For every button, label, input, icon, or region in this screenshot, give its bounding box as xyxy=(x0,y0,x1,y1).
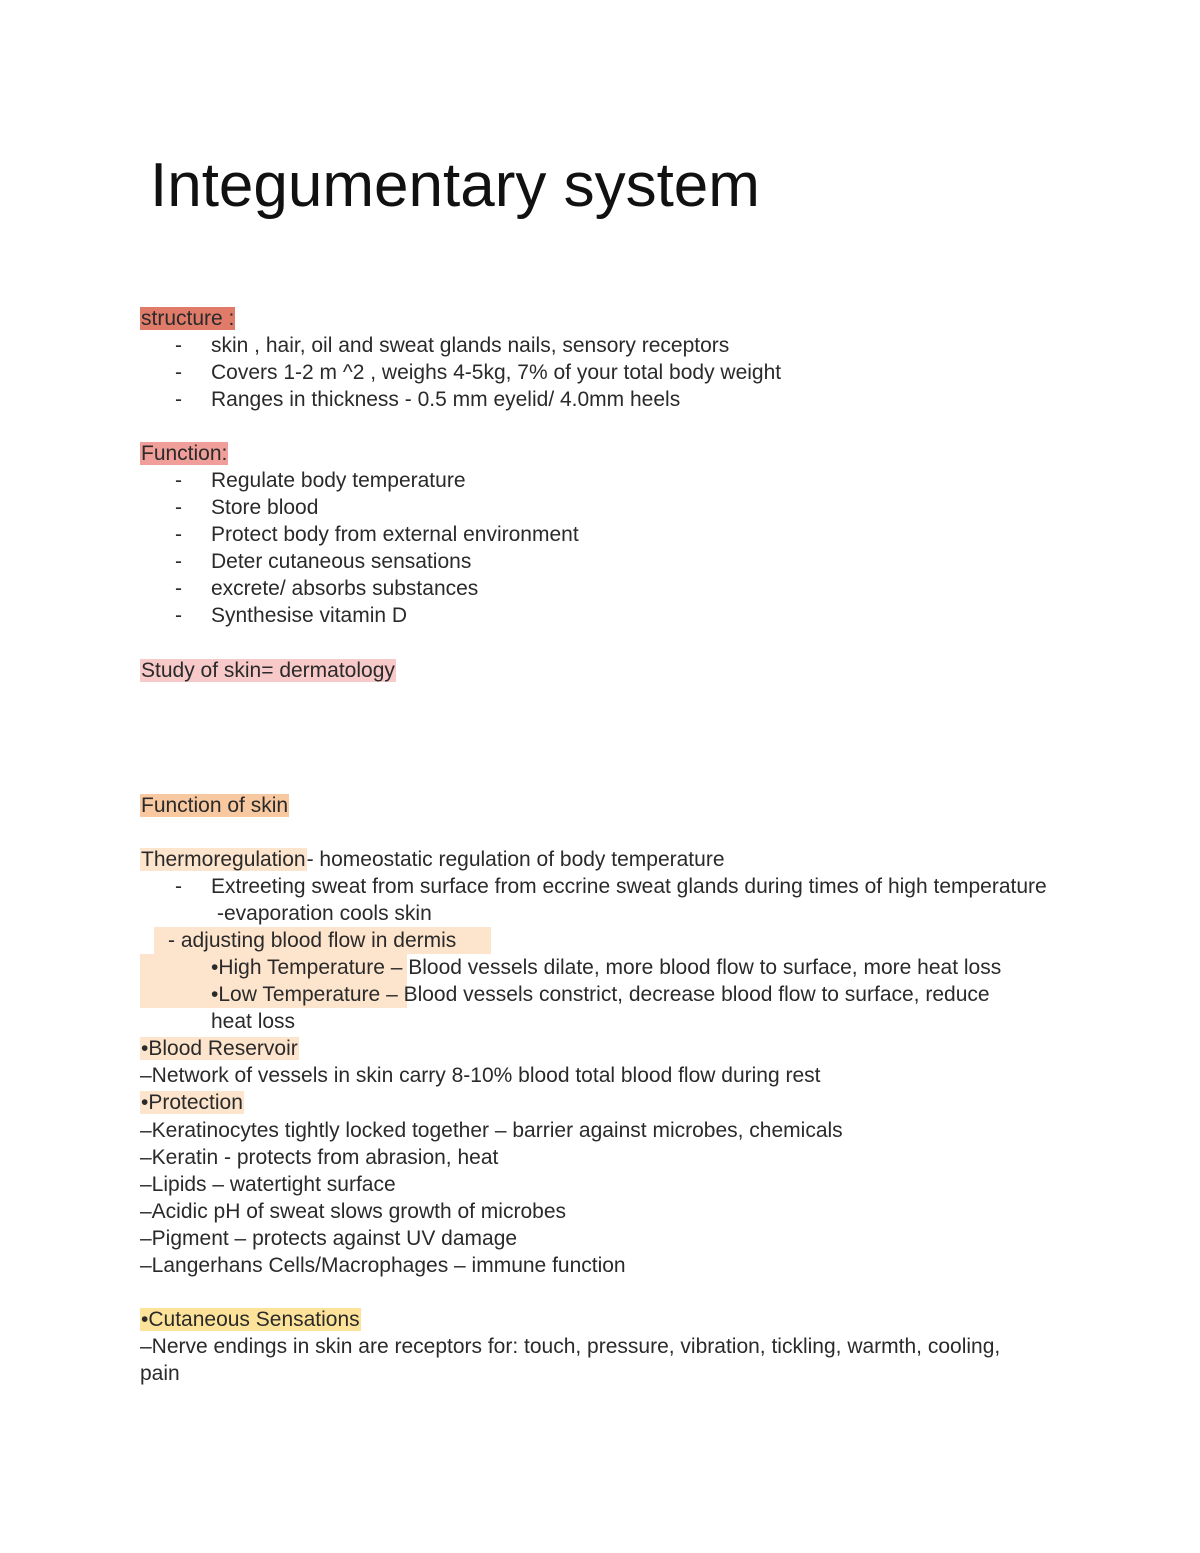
protection-item: –Keratinocytes tightly locked together – barrier against microbes, chemicals xyxy=(140,1119,843,1142)
function-highlight: Function: xyxy=(141,442,228,465)
high-temperature-desc: – Blood vessels dilate, more blood flow to surface, more heat loss xyxy=(384,956,1002,979)
structure-item: skin , hair, oil and sweat glands nails, sensory receptors xyxy=(211,334,730,357)
protection-heading xyxy=(140,1089,244,1116)
structure-item: Covers 1-2 m ^2 , weighs 4-5kg, 7% of your total body weight xyxy=(211,361,782,384)
function-item: excrete/ absorbs substances xyxy=(211,577,479,600)
evaporation-line: -evaporation cools skin xyxy=(217,902,432,925)
function-item: Protect body from external environment xyxy=(211,523,579,546)
cutaneous-desc-2: pain xyxy=(140,1362,180,1385)
cutaneous-desc: –Nerve endings in skin are receptors for: touch, pressure, vibration, tickling, warmth, cooling, xyxy=(140,1335,1001,1358)
function-of-skin-highlight: Function of skin xyxy=(141,794,289,817)
low-temperature-line-2: heat loss xyxy=(211,1010,296,1033)
blood-reservoir-heading xyxy=(140,1035,299,1062)
dermatology-line xyxy=(140,657,396,684)
blood-reservoir-desc: –Network of vessels in skin carry 8-10% blood total blood flow during rest xyxy=(140,1064,821,1087)
thermoregulation-line xyxy=(140,846,725,873)
structure-item: Ranges in thickness - 0.5 mm eyelid/ 4.0mm heels xyxy=(211,388,681,411)
protection-item: –Langerhans Cells/Macrophages – immune function xyxy=(140,1254,626,1277)
high-temperature-line xyxy=(211,954,1001,981)
thermoregulation-term: Thermoregulation xyxy=(141,848,306,871)
bullet-dash: - xyxy=(175,523,182,546)
bullet-dash: - xyxy=(175,361,182,384)
blood-reservoir-highlight: •Blood Reservoir xyxy=(141,1037,298,1060)
function-item: Store blood xyxy=(211,496,319,519)
structure-highlight: structure : xyxy=(141,307,235,330)
cutaneous-heading xyxy=(140,1306,361,1333)
high-temperature-term: •High Temperature xyxy=(211,956,385,979)
function-item: Deter cutaneous sensations xyxy=(211,550,472,573)
page-title: Integumentary system xyxy=(150,151,760,220)
protection-item: –Pigment – protects against UV damage xyxy=(140,1227,518,1250)
thermoregulation-desc: - homeostatic regulation of body temperature xyxy=(306,848,725,871)
bullet-dash: - xyxy=(175,604,182,627)
bullet-dash: - xyxy=(175,875,182,898)
bullet-dash: - xyxy=(175,334,182,357)
bullet-dash: - xyxy=(175,577,182,600)
function-item: Regulate body temperature xyxy=(211,469,466,492)
function-item: Synthesise vitamin D xyxy=(211,604,408,627)
protection-item: –Keratin - protects from abrasion, heat xyxy=(140,1146,499,1169)
bullet-dash: - xyxy=(175,550,182,573)
protection-item: –Lipids – watertight surface xyxy=(140,1173,396,1196)
low-temperature-term: •Low Temperature xyxy=(211,983,381,1006)
blood-flow-line: - adjusting blood flow in dermis xyxy=(168,929,457,952)
low-temperature-desc: – Blood vessels constrict, decrease blood flow to surface, reduce xyxy=(380,983,990,1006)
bullet-dash: - xyxy=(175,469,182,492)
low-temperature-line xyxy=(211,981,990,1008)
protection-item: –Acidic pH of sweat slows growth of microbes xyxy=(140,1200,566,1223)
cutaneous-highlight: •Cutaneous Sensations xyxy=(141,1308,360,1331)
bullet-dash: - xyxy=(175,496,182,519)
bullet-dash: - xyxy=(175,388,182,411)
function-heading xyxy=(140,440,228,467)
sweat-line: Extreeting sweat from surface from eccrine sweat glands during times of high temperature xyxy=(211,875,1047,898)
dermatology-highlight: Study of skin= dermatology xyxy=(141,659,395,682)
function-of-skin-heading xyxy=(140,792,289,819)
protection-highlight: •Protection xyxy=(141,1091,243,1114)
structure-heading xyxy=(140,305,235,332)
